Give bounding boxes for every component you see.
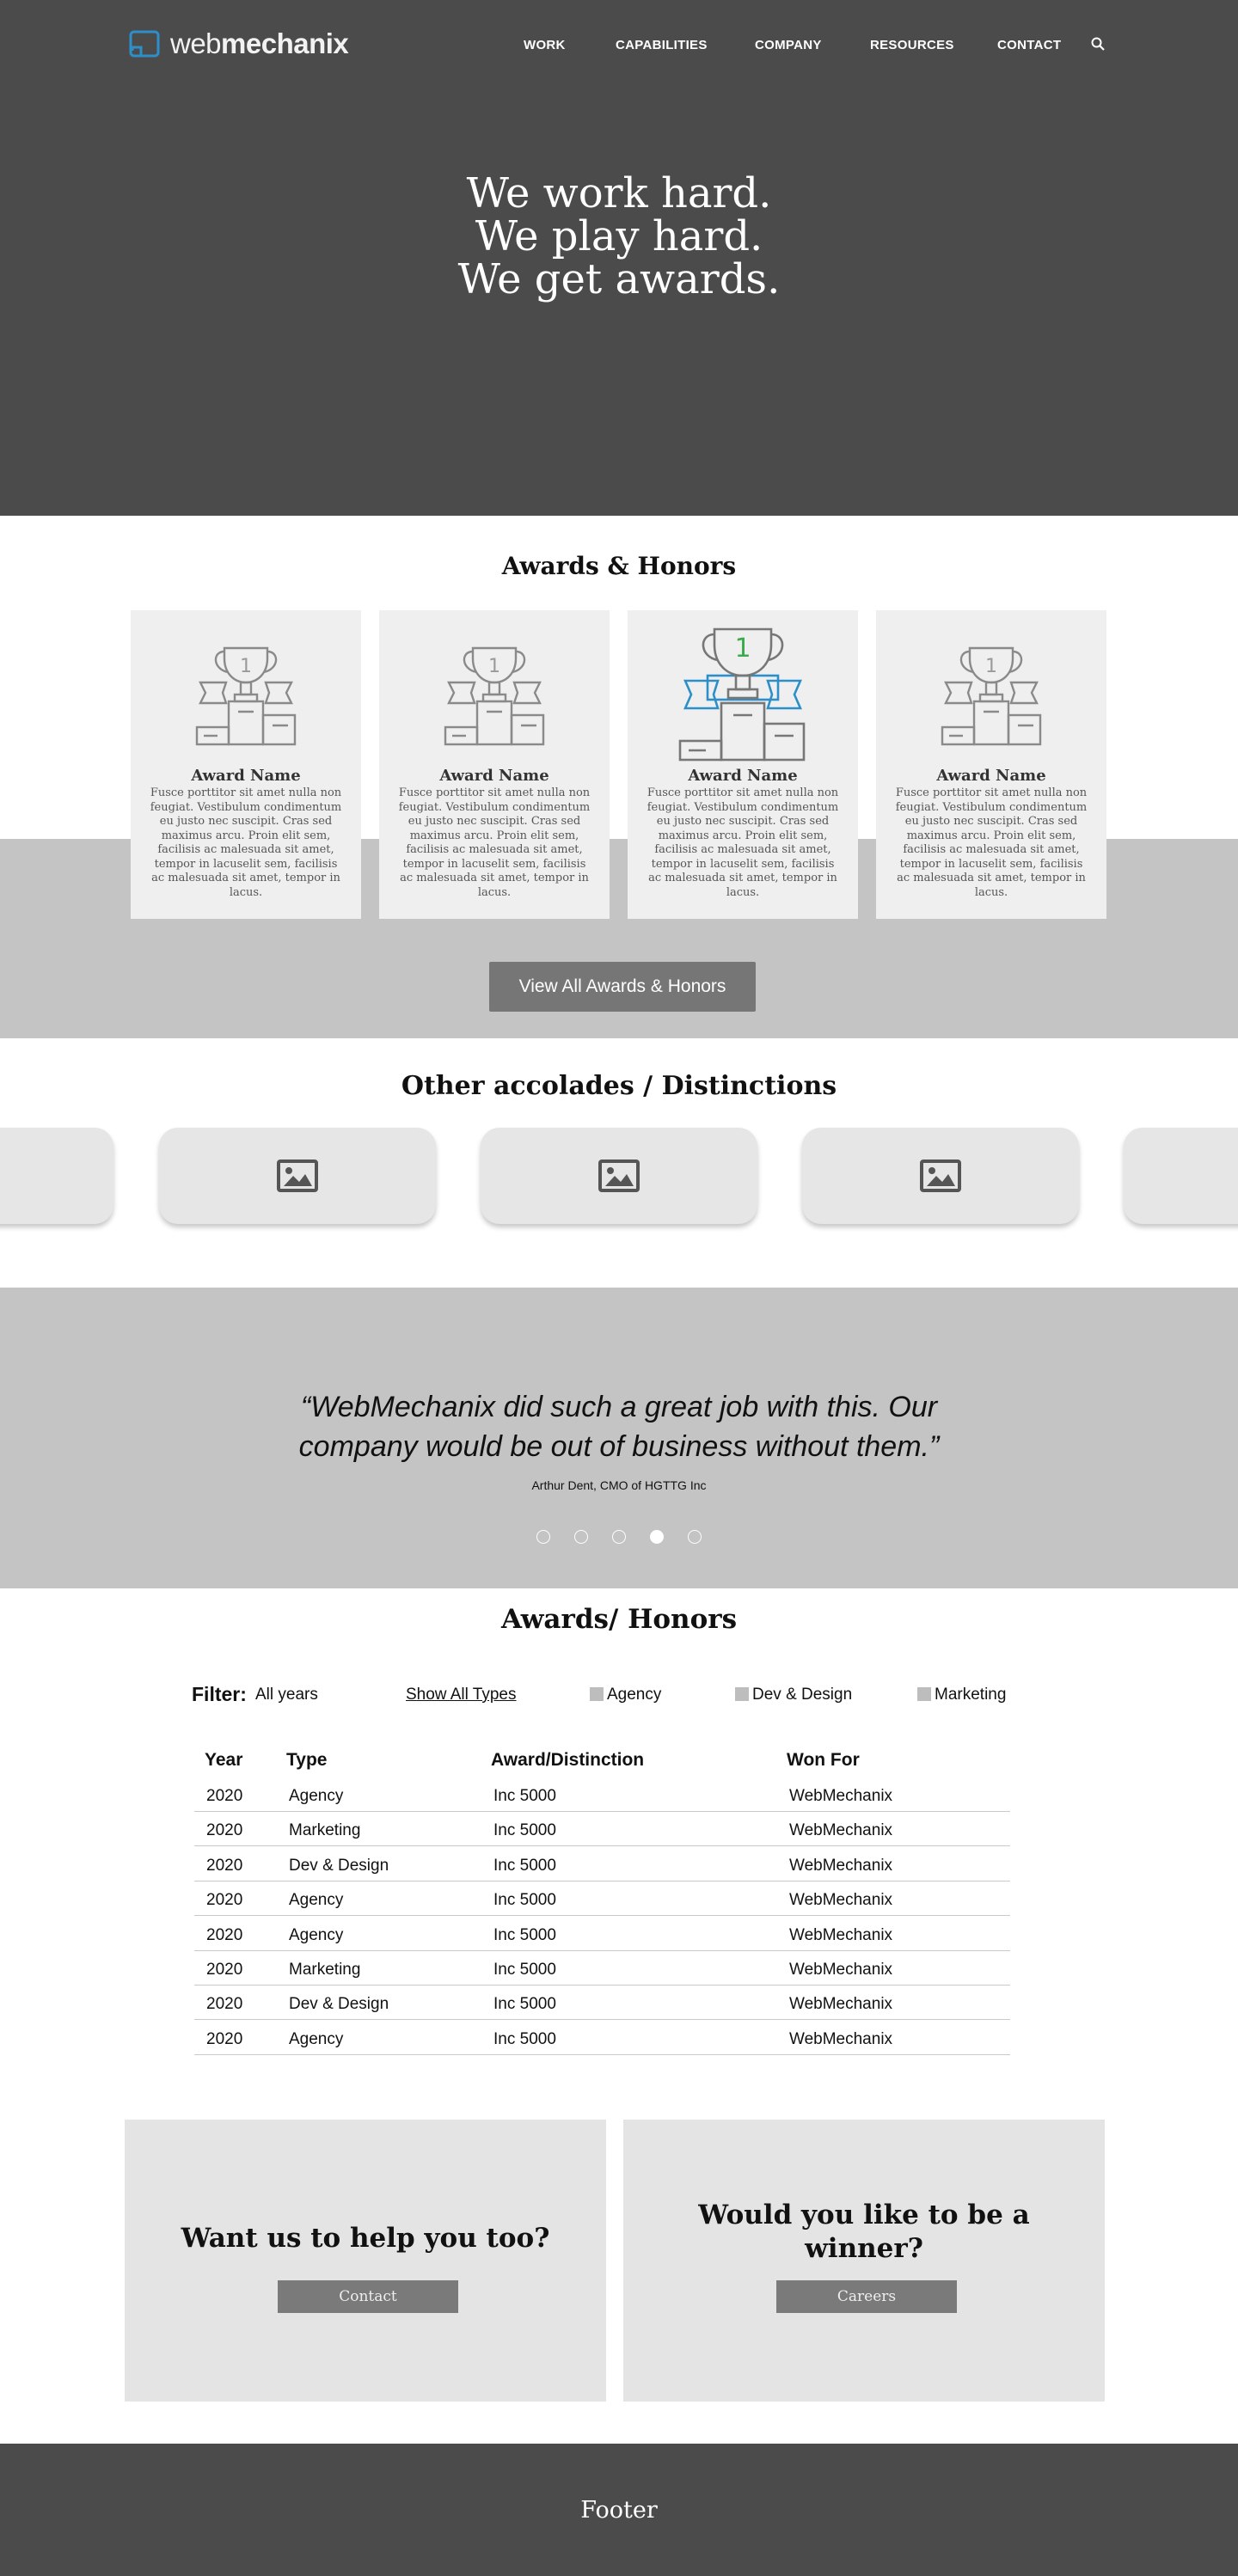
top-nav [0, 0, 1238, 86]
award-card[interactable] [379, 610, 610, 919]
accolade-tile[interactable] [159, 1128, 436, 1224]
table-cell: Inc 5000 [493, 1856, 556, 1875]
column-header: Award/Distinction [491, 1750, 645, 1770]
table-cell: WebMechanix [789, 1787, 893, 1805]
carousel-dot[interactable] [574, 1530, 588, 1544]
table-cell: WebMechanix [789, 2029, 893, 2048]
table-cell: Agency [289, 1787, 344, 1805]
table-cell: 2020 [206, 1787, 243, 1805]
table-row [194, 1951, 1010, 1986]
testimonial-section [0, 1288, 1238, 1588]
show-all-types-link[interactable]: Show All Types [406, 1686, 517, 1704]
hero-line: We work hard. [466, 169, 772, 217]
column-header: Won For [787, 1750, 860, 1770]
logo[interactable] [129, 28, 348, 60]
table-cell: Dev & Design [289, 1856, 389, 1875]
table-cell: 2020 [206, 2029, 243, 2048]
awards-honors-section [0, 516, 1238, 1038]
cta-card-careers [623, 2120, 1105, 2402]
checkbox-icon [735, 1687, 749, 1701]
award-card[interactable] [131, 610, 361, 919]
award-description: Fusce porttitor sit amet nulla non feugiat. Vestibulum condimentum eu justo nec suscipit. Cras sed maximus arcu. Proin elit sem, facilisis ac malesuada sit amet, tempor in lacuselit sem, facilisis ac malesuada sit amet, tempor in lacus. [895, 786, 1088, 899]
footer-label: Footer [580, 2497, 658, 2524]
table-cell: WebMechanix [789, 1995, 893, 2014]
accolade-tile[interactable] [802, 1128, 1079, 1224]
carousel-dot[interactable] [612, 1530, 626, 1544]
table-row [194, 1882, 1010, 1916]
checkbox-icon [590, 1687, 604, 1701]
trophy-icon [675, 624, 811, 763]
awards-list-section [0, 1588, 1238, 2120]
image-placeholder-icon [598, 1159, 640, 1193]
carousel-dot-active[interactable] [650, 1530, 664, 1544]
filter-checkbox-marketing[interactable] [917, 1686, 1006, 1704]
quote-line: company would be out of business without them.” [298, 1430, 940, 1463]
table-cell: WebMechanix [789, 1856, 893, 1875]
contact-button[interactable]: Contact [278, 2280, 458, 2313]
cta-card-contact [125, 2120, 606, 2402]
table-row [194, 1847, 1010, 1882]
checkbox-icon [917, 1687, 931, 1701]
cta-title [649, 2199, 1079, 2266]
table-cell: 2020 [206, 1856, 243, 1875]
section-title: Awards/ Honors [500, 1604, 738, 1635]
cta-title-line: winner? [805, 2233, 923, 2264]
filter-checkbox-dev-design[interactable] [735, 1686, 852, 1704]
cta-title-line: Would you like to be a [698, 2200, 1030, 2230]
year-filter-select[interactable]: All years [255, 1686, 318, 1704]
table-cell: Marketing [289, 1821, 361, 1840]
table-cell: 2020 [206, 1995, 243, 2014]
search-icon[interactable] [1090, 36, 1106, 52]
table-cell: Inc 5000 [493, 1787, 556, 1805]
table-cell: Inc 5000 [493, 1891, 556, 1910]
table-cell: 2020 [206, 1821, 243, 1840]
table-cell: WebMechanix [789, 1925, 893, 1944]
award-badge-number: 1 [240, 656, 252, 677]
award-description: Fusce porttitor sit amet nulla non feugiat. Vestibulum condimentum eu justo nec suscipit. Cras sed maximus arcu. Proin elit sem, facilisis ac malesuada sit amet, tempor in lacuselit sem, facilisis ac malesuada sit amet, tempor in lacus. [398, 786, 591, 899]
hero-headline [0, 169, 1238, 303]
table-cell: Inc 5000 [493, 2029, 556, 2048]
table-row [194, 1917, 1010, 1951]
trophy-icon [192, 639, 300, 748]
filter-bar [0, 1683, 1238, 1709]
table-row [194, 1986, 1010, 2020]
table-cell: 2020 [206, 1961, 243, 1979]
table-cell: Inc 5000 [493, 1995, 556, 2014]
carousel-dot[interactable] [688, 1530, 702, 1544]
nav-item-work[interactable]: WORK [524, 38, 566, 52]
column-header: Year [205, 1750, 243, 1770]
column-header: Type [286, 1750, 328, 1770]
table-cell: WebMechanix [789, 1891, 893, 1910]
accolade-tile[interactable] [0, 1128, 113, 1224]
testimonial-author: Arthur Dent, CMO of HGTTG Inc [531, 1478, 707, 1492]
image-placeholder-icon [919, 1159, 962, 1193]
award-name: Award Name [439, 767, 549, 785]
table-cell: Marketing [289, 1961, 361, 1979]
nav-item-contact[interactable]: CONTACT [997, 38, 1062, 52]
award-card-highlighted[interactable] [628, 610, 858, 919]
checkbox-label: Dev & Design [752, 1686, 853, 1704]
section-title: Other accolades / Distinctions [401, 1071, 837, 1101]
hero-section [0, 0, 1238, 516]
logo-wordmark: webmechanix [170, 28, 349, 59]
award-badge-number: 1 [985, 656, 997, 677]
carousel-dots [0, 1530, 1238, 1544]
table-row [194, 2021, 1010, 2055]
view-all-awards-button[interactable]: View All Awards & Honors [489, 962, 756, 1012]
careers-button[interactable]: Careers [776, 2280, 957, 2313]
quote-line: “WebMechanix did such a great job with this. Our [300, 1391, 938, 1423]
trophy-icon [937, 639, 1045, 748]
filter-checkbox-agency[interactable] [590, 1686, 661, 1704]
cta-section [0, 2120, 1238, 2444]
table-cell: Inc 5000 [493, 1925, 556, 1944]
table-cell: Agency [289, 1925, 344, 1944]
table-row [194, 1778, 1010, 1812]
testimonial-quote [0, 1387, 1238, 1466]
table-cell: 2020 [206, 1925, 243, 1944]
cta-title: Want us to help you too? [181, 2223, 550, 2254]
award-badge-number: 1 [488, 656, 500, 677]
carousel-dot[interactable] [536, 1530, 550, 1544]
award-card[interactable] [876, 610, 1106, 919]
trophy-icon [440, 639, 549, 748]
award-name: Award Name [688, 767, 798, 785]
award-name: Award Name [191, 767, 301, 785]
table-cell: WebMechanix [789, 1961, 893, 1979]
award-name: Award Name [936, 767, 1046, 785]
checkbox-label: Marketing [935, 1686, 1007, 1704]
table-cell: 2020 [206, 1891, 243, 1910]
table-cell: Inc 5000 [493, 1961, 556, 1979]
accolade-tile[interactable] [1124, 1128, 1238, 1224]
nav-item-company[interactable]: COMPANY [755, 38, 822, 52]
hero-line: We play hard. [475, 212, 763, 260]
logo-mark-icon [129, 30, 160, 58]
footer [0, 2444, 1238, 2576]
accolade-tile[interactable] [481, 1128, 757, 1224]
table-cell: WebMechanix [789, 1821, 893, 1840]
award-badge-number: 1 [734, 633, 751, 664]
section-title: Awards & Honors [501, 552, 737, 580]
award-description: Fusce porttitor sit amet nulla non feugiat. Vestibulum condimentum eu justo nec suscipit. Cras sed maximus arcu. Proin elit sem, facilisis ac malesuada sit amet, tempor in lacuselit sem, facilisis ac malesuada sit amet, tempor in lacus. [647, 786, 839, 899]
table-cell: Agency [289, 1891, 344, 1910]
award-description: Fusce porttitor sit amet nulla non feugiat. Vestibulum condimentum eu justo nec suscipit. Cras sed maximus arcu. Proin elit sem, facilisis ac malesuada sit amet, tempor in lacuselit sem, facilisis ac malesuada sit amet, tempor in lacus. [150, 786, 342, 899]
accolades-section [0, 1038, 1238, 1288]
nav-item-resources[interactable]: RESOURCES [870, 38, 954, 52]
image-placeholder-icon [276, 1159, 319, 1193]
checkbox-label: Agency [607, 1686, 662, 1704]
table-row [194, 1812, 1010, 1846]
table-cell: Inc 5000 [493, 1821, 556, 1840]
hero-line: We get awards. [457, 255, 781, 303]
filter-label: Filter: [192, 1683, 247, 1705]
nav-item-capabilities[interactable]: CAPABILITIES [616, 38, 708, 52]
table-cell: Agency [289, 2029, 344, 2048]
table-cell: Dev & Design [289, 1995, 389, 2014]
